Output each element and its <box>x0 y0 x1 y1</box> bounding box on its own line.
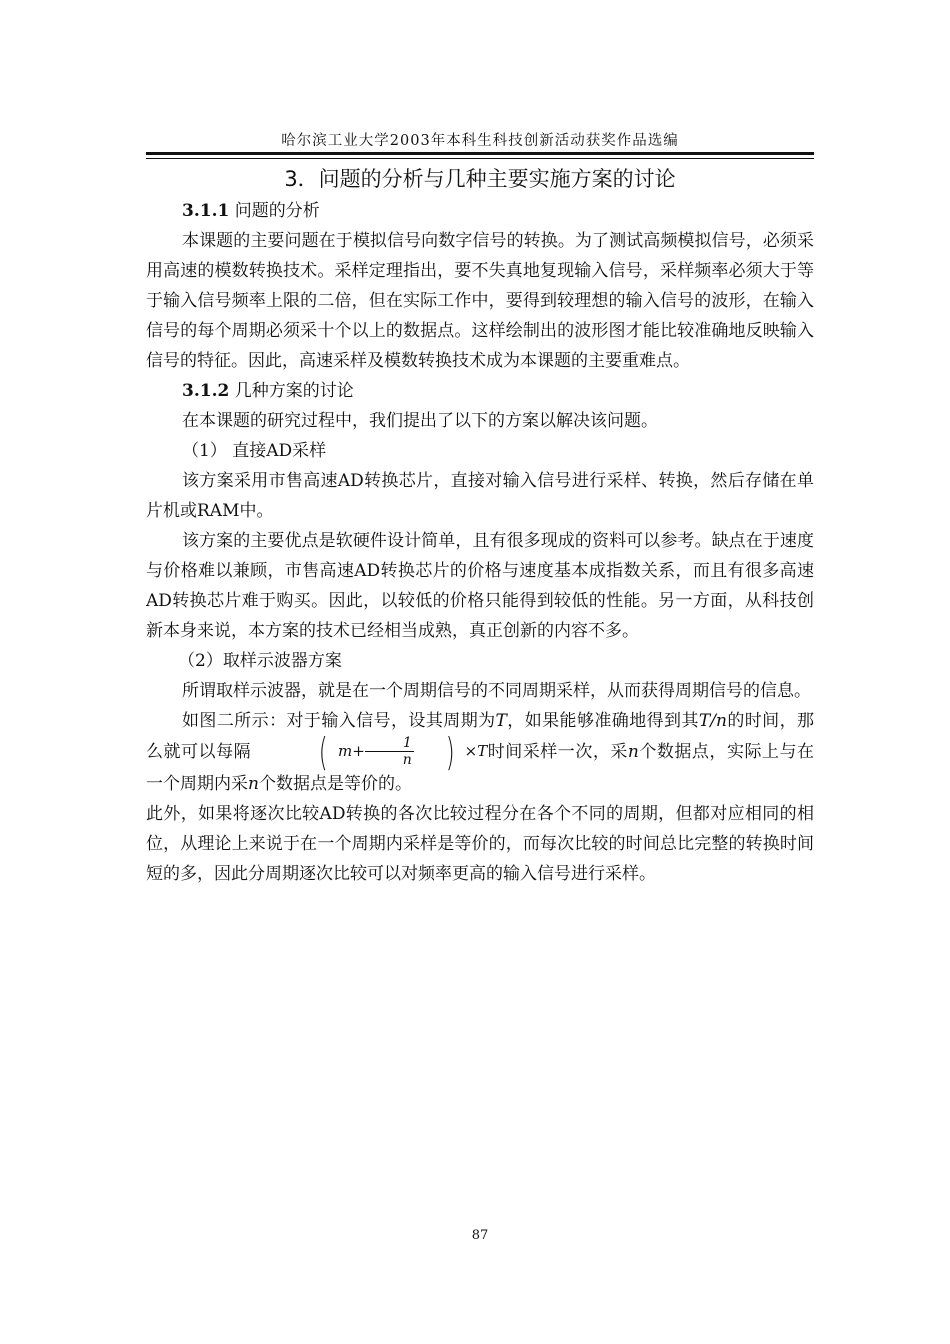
subsection-number: 3.1.2 <box>182 381 230 401</box>
header-rule-thick <box>146 152 814 155</box>
paragraph-with-formula <box>146 706 814 799</box>
subsection-heading-3-1-2 <box>146 376 814 406</box>
body-text <box>146 196 814 889</box>
variable-T: T <box>495 711 507 731</box>
text-segment: 如图二所示：对于输入信号，设其周期为 <box>182 711 496 731</box>
fraction-numerator: 1 <box>365 735 414 752</box>
formula-m: m <box>337 742 353 760</box>
running-header: 哈尔滨工业大学2003年本科生科技创新活动获奖作品选编 <box>281 133 679 149</box>
formula-plus: + <box>352 742 365 760</box>
text-segment: 个数据点是等价的。 <box>258 774 412 794</box>
formula-times-T: ×T <box>464 742 488 760</box>
sampling-interval-formula <box>251 729 488 774</box>
option-heading-1 <box>146 436 814 466</box>
text-segment: 时间采样一次，采 <box>487 742 628 762</box>
fraction-denominator: n <box>402 752 412 768</box>
paragraph: 该方案的主要优点是软硬件设计简单，且有很多现成的资料可以参考。缺点在于速度与价格难以兼顾，市售高速AD转换芯片的价格与速度基本成指数关系，而且有很多高速AD转换芯片难于购买。因此，以较低的价格只能得到较低的性能。另一方面，从科技创新本身来说，本方案的技术已经相当成熟，真正创新的内容不多。 <box>146 531 814 641</box>
header-rule-thin <box>146 158 814 159</box>
right-paren: ) <box>445 729 455 774</box>
option-heading-2: （2）取样示波器方案 <box>178 651 342 671</box>
paragraph: 本课题的主要问题在于模拟信号向数字信号的转换。为了测试高频模拟信号，必须采用高速的模数转换技术。采样定理指出，要不失真地复现输入信号，采样频率必须大于等于输入信号频率上限的二倍，但在实际工作中，要得到较理想的输入信号的波形，在输入信号的每个周期必须采十个以上的数据点。这样绘制出的波形图才能比较准确地反映输入信号的特征。因此，高速采样及模数转换技术成为本课题的主要重难点。 <box>146 231 814 371</box>
text-segment: 个数据点，实际上与在一个周期内采 <box>146 742 815 794</box>
variable-n: n <box>248 774 259 794</box>
section-title: 3．问题的分析与几种主要实施方案的讨论 <box>284 167 676 191</box>
subsection-title: 几种方案的讨论 <box>234 381 354 401</box>
paragraph: 该方案采用市售高速AD转换芯片，直接对输入信号进行采样、转换，然后存储在单片机或RAM中。 <box>146 471 814 521</box>
variable-n: n <box>627 742 639 762</box>
text-segment: 的时间，那么就可以每隔 <box>146 711 815 762</box>
page-number: 87 <box>471 1228 489 1243</box>
subsection-number: 3.1.1 <box>182 201 230 221</box>
paragraph: 所谓取样示波器，就是在一个周期信号的不同周期采样，从而获得周期信号的信息。 <box>182 681 811 701</box>
text-segment: ，如果能够准确地得到其 <box>506 711 699 731</box>
paragraph: 在本课题的研究过程中，我们提出了以下的方案以解决该问题。 <box>182 411 658 431</box>
paragraph: 此外，如果将逐次比较AD转换的各次比较过程分在各个不同的周期，但都对应相同的相位，从理论上来说于在一个周期内采样是等价的，而每次比较的时间总比完整的转换时间短的多，因此分周期逐次比较可以对频率更高的输入信号进行采样。 <box>146 804 814 884</box>
fraction <box>365 735 414 768</box>
subsection-title: 问题的分析 <box>234 201 320 221</box>
option-label: （1） <box>182 441 227 461</box>
left-paren: ( <box>318 729 328 774</box>
variable-T-over-n: T/n <box>698 711 727 731</box>
subsection-heading-3-1-1 <box>146 196 814 226</box>
option-title: 直接AD采样 <box>232 441 327 461</box>
